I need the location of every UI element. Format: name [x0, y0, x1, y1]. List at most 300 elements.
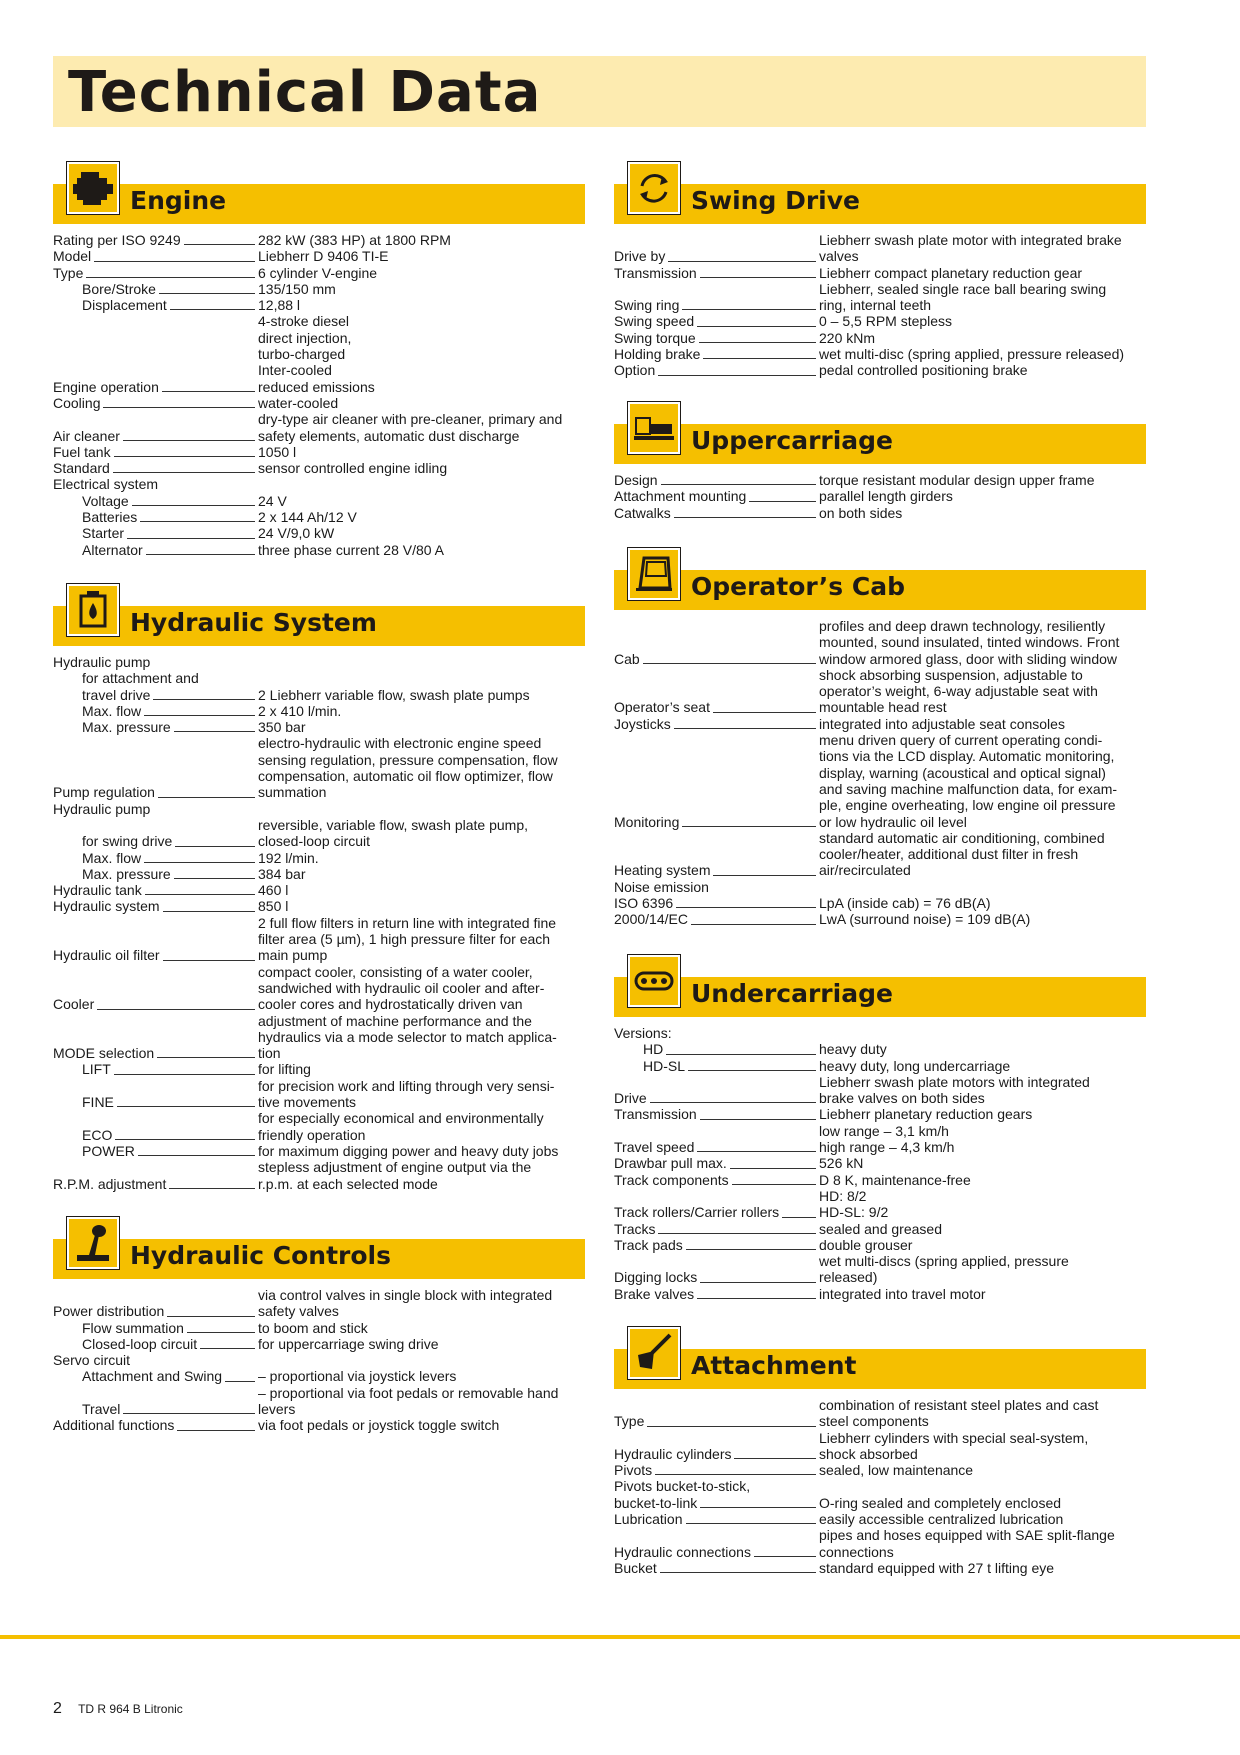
- spec-value-line: stepless adjustment of engine output via the: [258, 1159, 532, 1176]
- spec-value-line: mounted, sound insulated, tinted windows. Front: [819, 634, 1120, 651]
- spec-label-cell: [614, 1221, 819, 1237]
- spec-value: [258, 703, 585, 719]
- spec-row: [53, 1287, 585, 1320]
- leader-line: [97, 1009, 255, 1010]
- spec-value-line: [258, 670, 585, 686]
- spec-label: HD-SL: [643, 1057, 686, 1074]
- spec-label: Digging locks: [614, 1269, 698, 1286]
- spec-label: Noise emission: [614, 878, 709, 895]
- spec-value: [819, 1430, 1146, 1463]
- spec-label: travel drive: [82, 686, 151, 703]
- spec-row: [614, 1058, 1146, 1074]
- spec-label: Air cleaner: [53, 427, 120, 444]
- spec-value: [258, 1368, 585, 1384]
- spec-row: [614, 505, 1146, 521]
- spec-value-line: air/recirculated: [819, 862, 911, 879]
- section-undercarriage: [614, 955, 1146, 1302]
- spec-value: [258, 654, 585, 670]
- leader-line: [697, 1151, 816, 1152]
- spec-row: [53, 1352, 585, 1368]
- leader-line: [682, 309, 816, 310]
- spec-row: [53, 444, 585, 460]
- spec-value-line: closed-loop circuit: [258, 833, 371, 850]
- spec-value-line: 135/150 mm: [258, 280, 336, 297]
- spec-list: [614, 232, 1146, 379]
- spec-value: [258, 509, 585, 525]
- spec-label: Track rollers/Carrier rollers: [614, 1204, 780, 1221]
- spec-row: [614, 830, 1146, 879]
- spec-row: [53, 1336, 585, 1352]
- spec-row: [614, 1478, 1146, 1494]
- leader-line: [658, 1233, 816, 1234]
- spec-row: [53, 1143, 585, 1159]
- spec-label: Rating per ISO 9249: [53, 232, 181, 248]
- spec-value-line: menu driven query of current operating condi-: [819, 732, 1103, 749]
- spec-label: Travel speed: [614, 1139, 695, 1156]
- spec-value: [819, 732, 1146, 830]
- spec-value-line: 192 l/min.: [258, 849, 319, 866]
- spec-value-line: HD: 8/2: [819, 1187, 867, 1204]
- spec-label-cell: [53, 444, 258, 460]
- spec-value: [258, 232, 585, 248]
- spec-value: [258, 882, 585, 898]
- spec-row: [53, 525, 585, 541]
- page-title: Technical Data: [68, 60, 542, 125]
- spec-value-line: and saving machine malfunction data, for exam-: [819, 780, 1118, 797]
- spec-value-line: 6 cylinder V-engine: [258, 264, 378, 281]
- spec-value-line: LwA (surround noise) = 109 dB(A): [819, 911, 1031, 928]
- spec-label-cell: [53, 1159, 258, 1192]
- spec-row: [53, 801, 585, 817]
- spec-label-cell: [53, 1320, 258, 1336]
- spec-value: [258, 1110, 585, 1143]
- leader-line: [169, 1188, 255, 1189]
- spec-label-cell: [614, 1462, 819, 1478]
- section-title: Swing Drive: [691, 186, 860, 215]
- spec-value-line: [258, 1352, 585, 1368]
- spec-row: [614, 1253, 1146, 1286]
- spec-row: [53, 411, 585, 444]
- section-header: [614, 402, 1146, 464]
- spec-value-line: operator’s weight, 6-way adjustable seat with: [819, 683, 1098, 700]
- spec-label-cell: [53, 817, 258, 850]
- spec-label: Cooler: [53, 996, 95, 1013]
- spec-value-line: for lifting: [258, 1061, 311, 1078]
- spec-value-line: 24 V: [258, 492, 287, 509]
- leader-line: [686, 1523, 817, 1524]
- spec-value: [258, 817, 585, 850]
- spec-value: [819, 1237, 1146, 1253]
- leader-line: [200, 1348, 255, 1349]
- spec-value-line: filter area (5 µm), 1 high pressure filter for each: [258, 931, 551, 948]
- cab-icon: [628, 548, 680, 600]
- spec-label: Power distribution: [53, 1303, 165, 1320]
- spec-row: [614, 895, 1146, 911]
- leader-line: [697, 326, 816, 327]
- spec-label: Transmission: [614, 264, 697, 281]
- spec-label-cell: [614, 362, 819, 378]
- spec-value-line: Liebherr swash plate motors with integrated: [819, 1073, 1090, 1090]
- spec-value: [819, 667, 1146, 716]
- spec-value: [258, 1320, 585, 1336]
- spec-value-line: 350 bar: [258, 719, 306, 736]
- spec-value-line: 12,88 l: [258, 297, 301, 314]
- leader-line: [650, 1102, 816, 1103]
- title-band: [53, 56, 1146, 127]
- spec-value-line: Liebherr swash plate motor with integrated brake: [819, 232, 1122, 248]
- spec-row: [614, 1172, 1146, 1188]
- spec-label-cell: [53, 395, 258, 411]
- spec-row: [53, 654, 585, 670]
- spec-row: [53, 1320, 585, 1336]
- spec-row: [614, 281, 1146, 314]
- leader-line: [94, 261, 255, 262]
- spec-label: Hydraulic oil filter: [53, 947, 160, 964]
- spec-value: [819, 281, 1146, 314]
- leader-line: [138, 1155, 255, 1156]
- spec-label-cell: [614, 265, 819, 281]
- spec-label-cell: [614, 505, 819, 521]
- spec-value-line: – proportional via foot pedals or removable hand: [258, 1384, 559, 1401]
- spec-list: [614, 1397, 1146, 1576]
- section-swing-drive: [614, 162, 1146, 379]
- spec-row: [53, 1013, 585, 1062]
- section-hydraulic-system: [53, 584, 585, 1192]
- spec-row: [53, 687, 585, 703]
- spec-value-line: safety valves: [258, 1303, 339, 1320]
- leader-line: [177, 1430, 255, 1431]
- spec-row: [614, 232, 1146, 265]
- spec-row: [614, 330, 1146, 346]
- spec-label-cell: [614, 732, 819, 830]
- spec-value-line: shock absorbing suspension, adjustable to: [819, 666, 1083, 683]
- spec-value-line: 2 x 410 l/min.: [258, 702, 342, 719]
- spec-value-line: [819, 1025, 1146, 1041]
- spec-row: [53, 476, 585, 492]
- spec-label: Hydraulic tank: [53, 882, 142, 899]
- leader-line: [153, 699, 255, 700]
- spec-value-line: Liebherr cylinders with special seal-system,: [819, 1429, 1089, 1446]
- spec-value-line: 384 bar: [258, 865, 306, 882]
- leader-line: [144, 862, 255, 863]
- spec-label-cell: [614, 1188, 819, 1221]
- spec-row: [614, 1560, 1146, 1576]
- spec-label-cell: [614, 618, 819, 667]
- spec-value-line: – proportional via joystick levers: [258, 1368, 457, 1385]
- spec-label: Displacement: [82, 297, 167, 314]
- spec-list: [53, 654, 585, 1192]
- section-operators-cab: [614, 548, 1146, 928]
- spec-value: [819, 1397, 1146, 1430]
- spec-label: FINE: [82, 1094, 114, 1111]
- spec-label-cell: [53, 1078, 258, 1111]
- spec-value: [819, 346, 1146, 362]
- spec-label: Batteries: [82, 509, 138, 526]
- spec-value: [258, 735, 585, 800]
- leader-line: [174, 878, 255, 879]
- spec-label: Max. flow: [82, 849, 142, 866]
- spec-label-cell: [614, 1253, 819, 1286]
- section-header: [614, 1327, 1146, 1389]
- spec-value: [819, 330, 1146, 346]
- spec-value: [258, 687, 585, 703]
- spec-label-cell: [53, 297, 258, 313]
- spec-row: [53, 1061, 585, 1077]
- spec-row: [53, 898, 585, 914]
- spec-label-cell: [53, 1287, 258, 1320]
- spec-label-cell: [53, 1061, 258, 1077]
- leader-line: [688, 1070, 816, 1071]
- spec-row: [53, 248, 585, 264]
- spec-label-cell: [53, 1143, 258, 1159]
- spec-row: [53, 493, 585, 509]
- section-title: Hydraulic System: [130, 608, 377, 637]
- spec-row: [53, 395, 585, 411]
- spec-row: [614, 879, 1146, 895]
- spec-value: [819, 1155, 1146, 1171]
- spec-row: [614, 1221, 1146, 1237]
- spec-value-line: or low hydraulic oil level: [819, 813, 967, 830]
- spec-label-cell: [53, 248, 258, 264]
- leader-line: [157, 1057, 255, 1058]
- spec-label-cell: [614, 1123, 819, 1156]
- spec-value-line: double grouser: [819, 1236, 913, 1253]
- spec-value-line: wet multi-discs (spring applied, pressure: [819, 1253, 1069, 1270]
- spec-label-cell: [53, 265, 258, 281]
- spec-label: Model: [53, 248, 92, 265]
- spec-value: [258, 460, 585, 476]
- track-icon: [628, 955, 680, 1007]
- spec-label: LIFT: [82, 1061, 111, 1078]
- spec-value-line: sealed and greased: [819, 1220, 942, 1237]
- spec-value-line: [819, 1478, 1146, 1494]
- spec-label-cell: [53, 801, 258, 817]
- spec-label-cell: [53, 735, 258, 800]
- spec-value: [258, 1417, 585, 1433]
- spec-label-cell: [53, 525, 258, 541]
- spec-row: [614, 1511, 1146, 1527]
- spec-row: [614, 911, 1146, 927]
- spec-value: [258, 297, 585, 313]
- spec-value-line: ple, engine overheating, low engine oil pressure: [819, 797, 1116, 814]
- spec-row: [614, 667, 1146, 716]
- spec-label: R.P.M. adjustment: [53, 1175, 167, 1192]
- spec-label-cell: [614, 1478, 819, 1494]
- section-header: [614, 548, 1146, 610]
- spec-value: [819, 1560, 1146, 1576]
- spec-label-cell: [614, 1155, 819, 1171]
- spec-value: [819, 1074, 1146, 1107]
- spec-label: bucket-to-link: [614, 1494, 698, 1511]
- spec-value-line: sealed, low maintenance: [819, 1462, 974, 1479]
- spec-value-line: 0 – 5,5 RPM stepless: [819, 313, 953, 330]
- spec-value-line: tions via the LCD display. Automatic monitoring,: [819, 748, 1115, 765]
- spec-value: [258, 915, 585, 964]
- spec-value-line: integrated into travel motor: [819, 1285, 986, 1302]
- spec-value-line: water-cooled: [258, 394, 339, 411]
- leader-line: [674, 517, 816, 518]
- spec-value: [258, 411, 585, 444]
- spec-row: [53, 460, 585, 476]
- spec-row: [53, 915, 585, 964]
- spec-label: Engine operation: [53, 378, 159, 395]
- section-header: [614, 955, 1146, 1017]
- spec-label: Option: [614, 362, 656, 379]
- spec-row: [614, 1430, 1146, 1463]
- spec-row: [614, 716, 1146, 732]
- spec-value: [819, 265, 1146, 281]
- leader-line: [146, 554, 255, 555]
- spec-value: [258, 1385, 585, 1418]
- spec-value: [819, 1221, 1146, 1237]
- spec-value-line: for especially economical and environmentally: [258, 1110, 544, 1127]
- spec-label-cell: [53, 898, 258, 914]
- spec-row: [614, 362, 1146, 378]
- spec-row: [614, 1106, 1146, 1122]
- spec-value-line: standard equipped with 27 t lifting eye: [819, 1559, 1055, 1576]
- spec-value-line: parallel length girders: [819, 488, 953, 505]
- leader-line: [754, 1556, 816, 1557]
- spec-row: [53, 1078, 585, 1111]
- spec-value: [819, 488, 1146, 504]
- spec-value-line: [819, 879, 1146, 895]
- spec-label-cell: [53, 281, 258, 297]
- spec-value-line: for precision work and lifting through very sensi-: [258, 1077, 555, 1094]
- spec-label: Pivots bucket-to-stick,: [614, 1478, 751, 1495]
- spec-value-line: brake valves on both sides: [819, 1090, 985, 1107]
- leader-line: [114, 456, 255, 457]
- spec-value-line: heavy duty, long undercarriage: [819, 1057, 1011, 1074]
- joystick-icon: [67, 1217, 119, 1269]
- spec-label: Swing speed: [614, 313, 695, 330]
- leader-line: [123, 1413, 255, 1414]
- spec-label: ISO 6396: [614, 895, 674, 912]
- spec-label: Additional functions: [53, 1417, 175, 1434]
- spec-label-cell: [53, 313, 258, 394]
- spec-value-line: safety elements, automatic dust discharge: [258, 427, 520, 444]
- leader-line: [127, 538, 255, 539]
- spec-value-line: valves: [819, 248, 859, 265]
- spec-value-line: reduced emissions: [258, 378, 375, 395]
- spec-label: ECO: [82, 1126, 113, 1143]
- spec-value-line: reversible, variable flow, swash plate pump,: [258, 816, 529, 833]
- spec-value-line: 2 x 144 Ah/12 V: [258, 509, 357, 526]
- spec-value: [819, 1058, 1146, 1074]
- spec-value-line: tion: [258, 1045, 281, 1062]
- spec-label: Alternator: [82, 541, 143, 558]
- spec-label-cell: [614, 1074, 819, 1107]
- spec-value: [258, 1159, 585, 1192]
- leader-line: [682, 826, 816, 827]
- spec-label: Closed-loop circuit: [82, 1335, 198, 1352]
- spec-row: [614, 346, 1146, 362]
- spec-value-line: 2 full flow filters in return line with integrated fine: [258, 914, 557, 931]
- uppercarriage-icon: [628, 402, 680, 454]
- spec-row: [53, 719, 585, 735]
- spec-value: [258, 265, 585, 281]
- spec-row: [53, 1385, 585, 1418]
- spec-value-line: standard automatic air conditioning, combined: [819, 829, 1105, 846]
- spec-label: Transmission: [614, 1106, 697, 1123]
- spec-value-line: 1050 l: [258, 443, 297, 460]
- spec-value-line: via control valves in single block with integrated: [258, 1287, 553, 1303]
- spec-label-cell: [614, 330, 819, 346]
- spec-value: [258, 898, 585, 914]
- spec-label: Holding brake: [614, 346, 701, 363]
- leader-line: [734, 1458, 816, 1459]
- spec-label-cell: [53, 460, 258, 476]
- spec-row: [53, 509, 585, 525]
- spec-label: Track pads: [614, 1236, 683, 1253]
- spec-row: [614, 618, 1146, 667]
- section-hydraulic-controls: [53, 1217, 585, 1434]
- spec-label-cell: [614, 911, 819, 927]
- spec-label: Attachment and Swing: [82, 1368, 223, 1385]
- leader-line: [674, 728, 816, 729]
- spec-row: [53, 882, 585, 898]
- spec-label: Bore/Stroke: [82, 280, 156, 297]
- spec-value-line: direct injection,: [258, 329, 352, 346]
- spec-value-line: [258, 654, 585, 670]
- spec-label: Max. flow: [82, 702, 142, 719]
- spec-value: [819, 1462, 1146, 1478]
- spec-value-line: profiles and deep drawn technology, resiliently: [819, 618, 1106, 634]
- section-title: Hydraulic Controls: [130, 1241, 391, 1270]
- spec-value-line: Liebherr planetary reduction gears: [819, 1106, 1033, 1123]
- spec-list: [614, 618, 1146, 928]
- spec-list: [614, 1025, 1146, 1302]
- spec-label-cell: [614, 879, 819, 895]
- spec-value: [819, 830, 1146, 879]
- spec-list: [53, 1287, 585, 1434]
- rotate-arrows-icon: [628, 162, 680, 214]
- leader-line: [713, 875, 816, 876]
- spec-label: Type: [53, 264, 84, 281]
- spec-label-cell: [614, 1430, 819, 1463]
- spec-row: [53, 281, 585, 297]
- leader-line: [643, 663, 816, 664]
- spec-value-line: low range – 3,1 km/h: [819, 1122, 949, 1139]
- spec-value: [258, 850, 585, 866]
- spec-label: Brake valves: [614, 1285, 695, 1302]
- spec-value-line: levers: [258, 1401, 296, 1418]
- spec-value-line: compact cooler, consisting of a water cooler,: [258, 963, 533, 980]
- spec-row: [614, 265, 1146, 281]
- spec-value-line: high range – 4,3 km/h: [819, 1139, 955, 1156]
- spec-value-line: pedal controlled positioning brake: [819, 362, 1028, 379]
- spec-value: [819, 618, 1146, 667]
- leader-line: [700, 1282, 816, 1283]
- spec-value: [258, 395, 585, 411]
- spec-value-line: for uppercarriage swing drive: [258, 1335, 439, 1352]
- section-engine: [53, 162, 585, 558]
- spec-value: [819, 1478, 1146, 1494]
- section-title: Uppercarriage: [691, 426, 894, 455]
- spec-value: [819, 362, 1146, 378]
- spec-label-cell: [614, 1560, 819, 1576]
- spec-row: [614, 1123, 1146, 1156]
- leader-line: [184, 244, 255, 245]
- engine-icon: [67, 162, 119, 214]
- spec-value-line: sensor controlled engine idling: [258, 460, 448, 477]
- spec-value: [258, 801, 585, 817]
- spec-value-line: electro-hydraulic with electronic engine speed: [258, 735, 542, 752]
- footer: [53, 1700, 183, 1718]
- spec-value: [258, 248, 585, 264]
- spec-row: [53, 817, 585, 850]
- spec-value-line: 4-stroke diesel: [258, 313, 350, 330]
- spec-label-cell: [614, 1511, 819, 1527]
